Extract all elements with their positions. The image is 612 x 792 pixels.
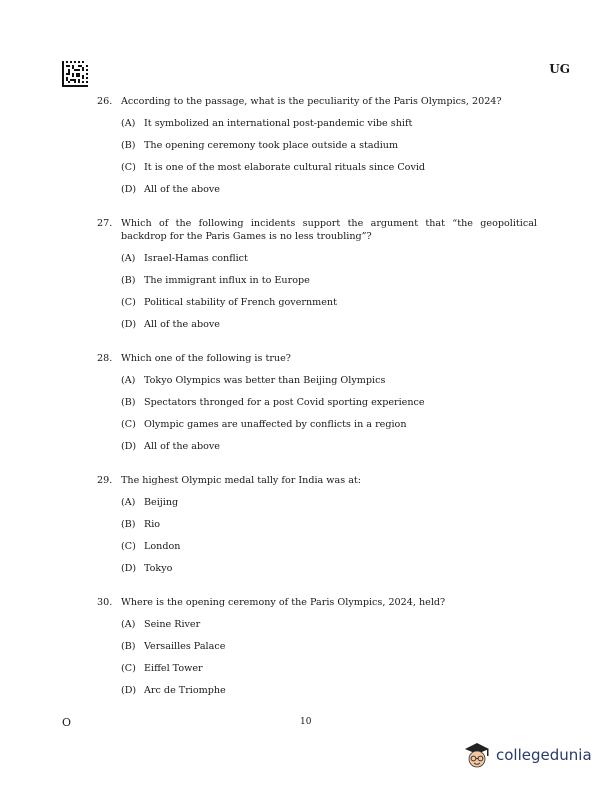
option-label: (D) [121,685,137,696]
question-26 [97,95,537,196]
option-label: (B) [121,519,136,530]
option-a [121,618,537,631]
option-label: (C) [121,419,136,430]
option-b [121,396,537,409]
option-text: All of the above [144,441,220,452]
question-number: 29. [97,475,113,486]
option-label: (C) [121,663,136,674]
collegedunia-logo-icon [462,740,492,770]
option-text: It is one of the most elaborate cultural rituals since Covid [144,162,426,173]
option-text: Versailles Palace [144,641,226,652]
option-label: (C) [121,541,136,552]
option-label: (A) [121,118,136,129]
option-text: All of the above [144,319,220,330]
option-label: (D) [121,319,137,330]
option-text: All of the above [144,184,220,195]
option-label: (C) [121,162,136,173]
option-text: The opening ceremony took place outside a stadium [144,140,399,151]
option-text: Tokyo [144,563,173,574]
series-code: O [62,716,72,729]
qr-code-icon [62,61,88,87]
question-text: According to the passage, what is the peculiarity of the Paris Olympics, 2024? [121,96,502,107]
option-label: (C) [121,297,136,308]
option-a [121,117,537,130]
option-text: The immigrant influx in to Europe [144,275,310,286]
question-29 [97,474,537,575]
option-label: (A) [121,497,136,508]
option-text: Beijing [144,497,179,508]
option-label: (A) [121,375,136,386]
option-a [121,252,537,265]
question-27 [97,217,537,331]
option-label: (D) [121,563,137,574]
question-list [97,95,537,718]
option-text: Tokyo Olympics was better than Beijing Olympics [144,375,386,386]
option-a [121,496,537,509]
brand-name: collegedunia [496,746,592,764]
option-label: (B) [121,140,136,151]
option-label: (D) [121,184,137,195]
option-text: London [144,541,181,552]
option-d [121,684,537,697]
option-text: Political stability of French government [144,297,337,308]
question-number: 26. [97,96,113,107]
option-text: Rio [144,519,161,530]
option-d [121,183,537,196]
option-label: (B) [121,397,136,408]
exam-code: UG [549,62,570,76]
option-label: (A) [121,619,136,630]
option-label: (B) [121,641,136,652]
option-c [121,418,537,431]
question-text: Which of the following incidents support the argument that “the geopolitical backdrop for the Paris Games is no less troubling”? [121,218,537,242]
option-text: Eiffel Tower [144,663,203,674]
option-text: Spectators thronged for a post Covid sporting experience [144,397,425,408]
question-text: Which one of the following is true? [121,353,291,364]
option-d [121,318,537,331]
option-c [121,296,537,309]
question-28 [97,352,537,453]
option-text: It symbolized an international post-pandemic vibe shift [144,118,413,129]
option-c [121,540,537,553]
option-b [121,274,537,287]
option-label: (D) [121,441,137,452]
option-text: Israel-Hamas conflict [144,253,248,264]
option-text: Olympic games are unaffected by conflicts in a region [144,419,407,430]
option-a [121,374,537,387]
brand-watermark [462,740,592,770]
option-b [121,640,537,653]
question-text: The highest Olympic medal tally for India was at: [121,475,362,486]
question-number: 30. [97,597,113,608]
option-c [121,161,537,174]
question-30 [97,596,537,697]
option-label: (A) [121,253,136,264]
option-d [121,440,537,453]
option-d [121,562,537,575]
question-text: Where is the opening ceremony of the Paris Olympics, 2024, held? [121,597,446,608]
question-number: 28. [97,353,113,364]
option-text: Arc de Triomphe [144,685,226,696]
option-b [121,518,537,531]
option-c [121,662,537,675]
page-number: 10 [300,717,312,727]
option-b [121,139,537,152]
option-text: Seine River [144,619,201,630]
question-number: 27. [97,218,113,229]
option-label: (B) [121,275,136,286]
